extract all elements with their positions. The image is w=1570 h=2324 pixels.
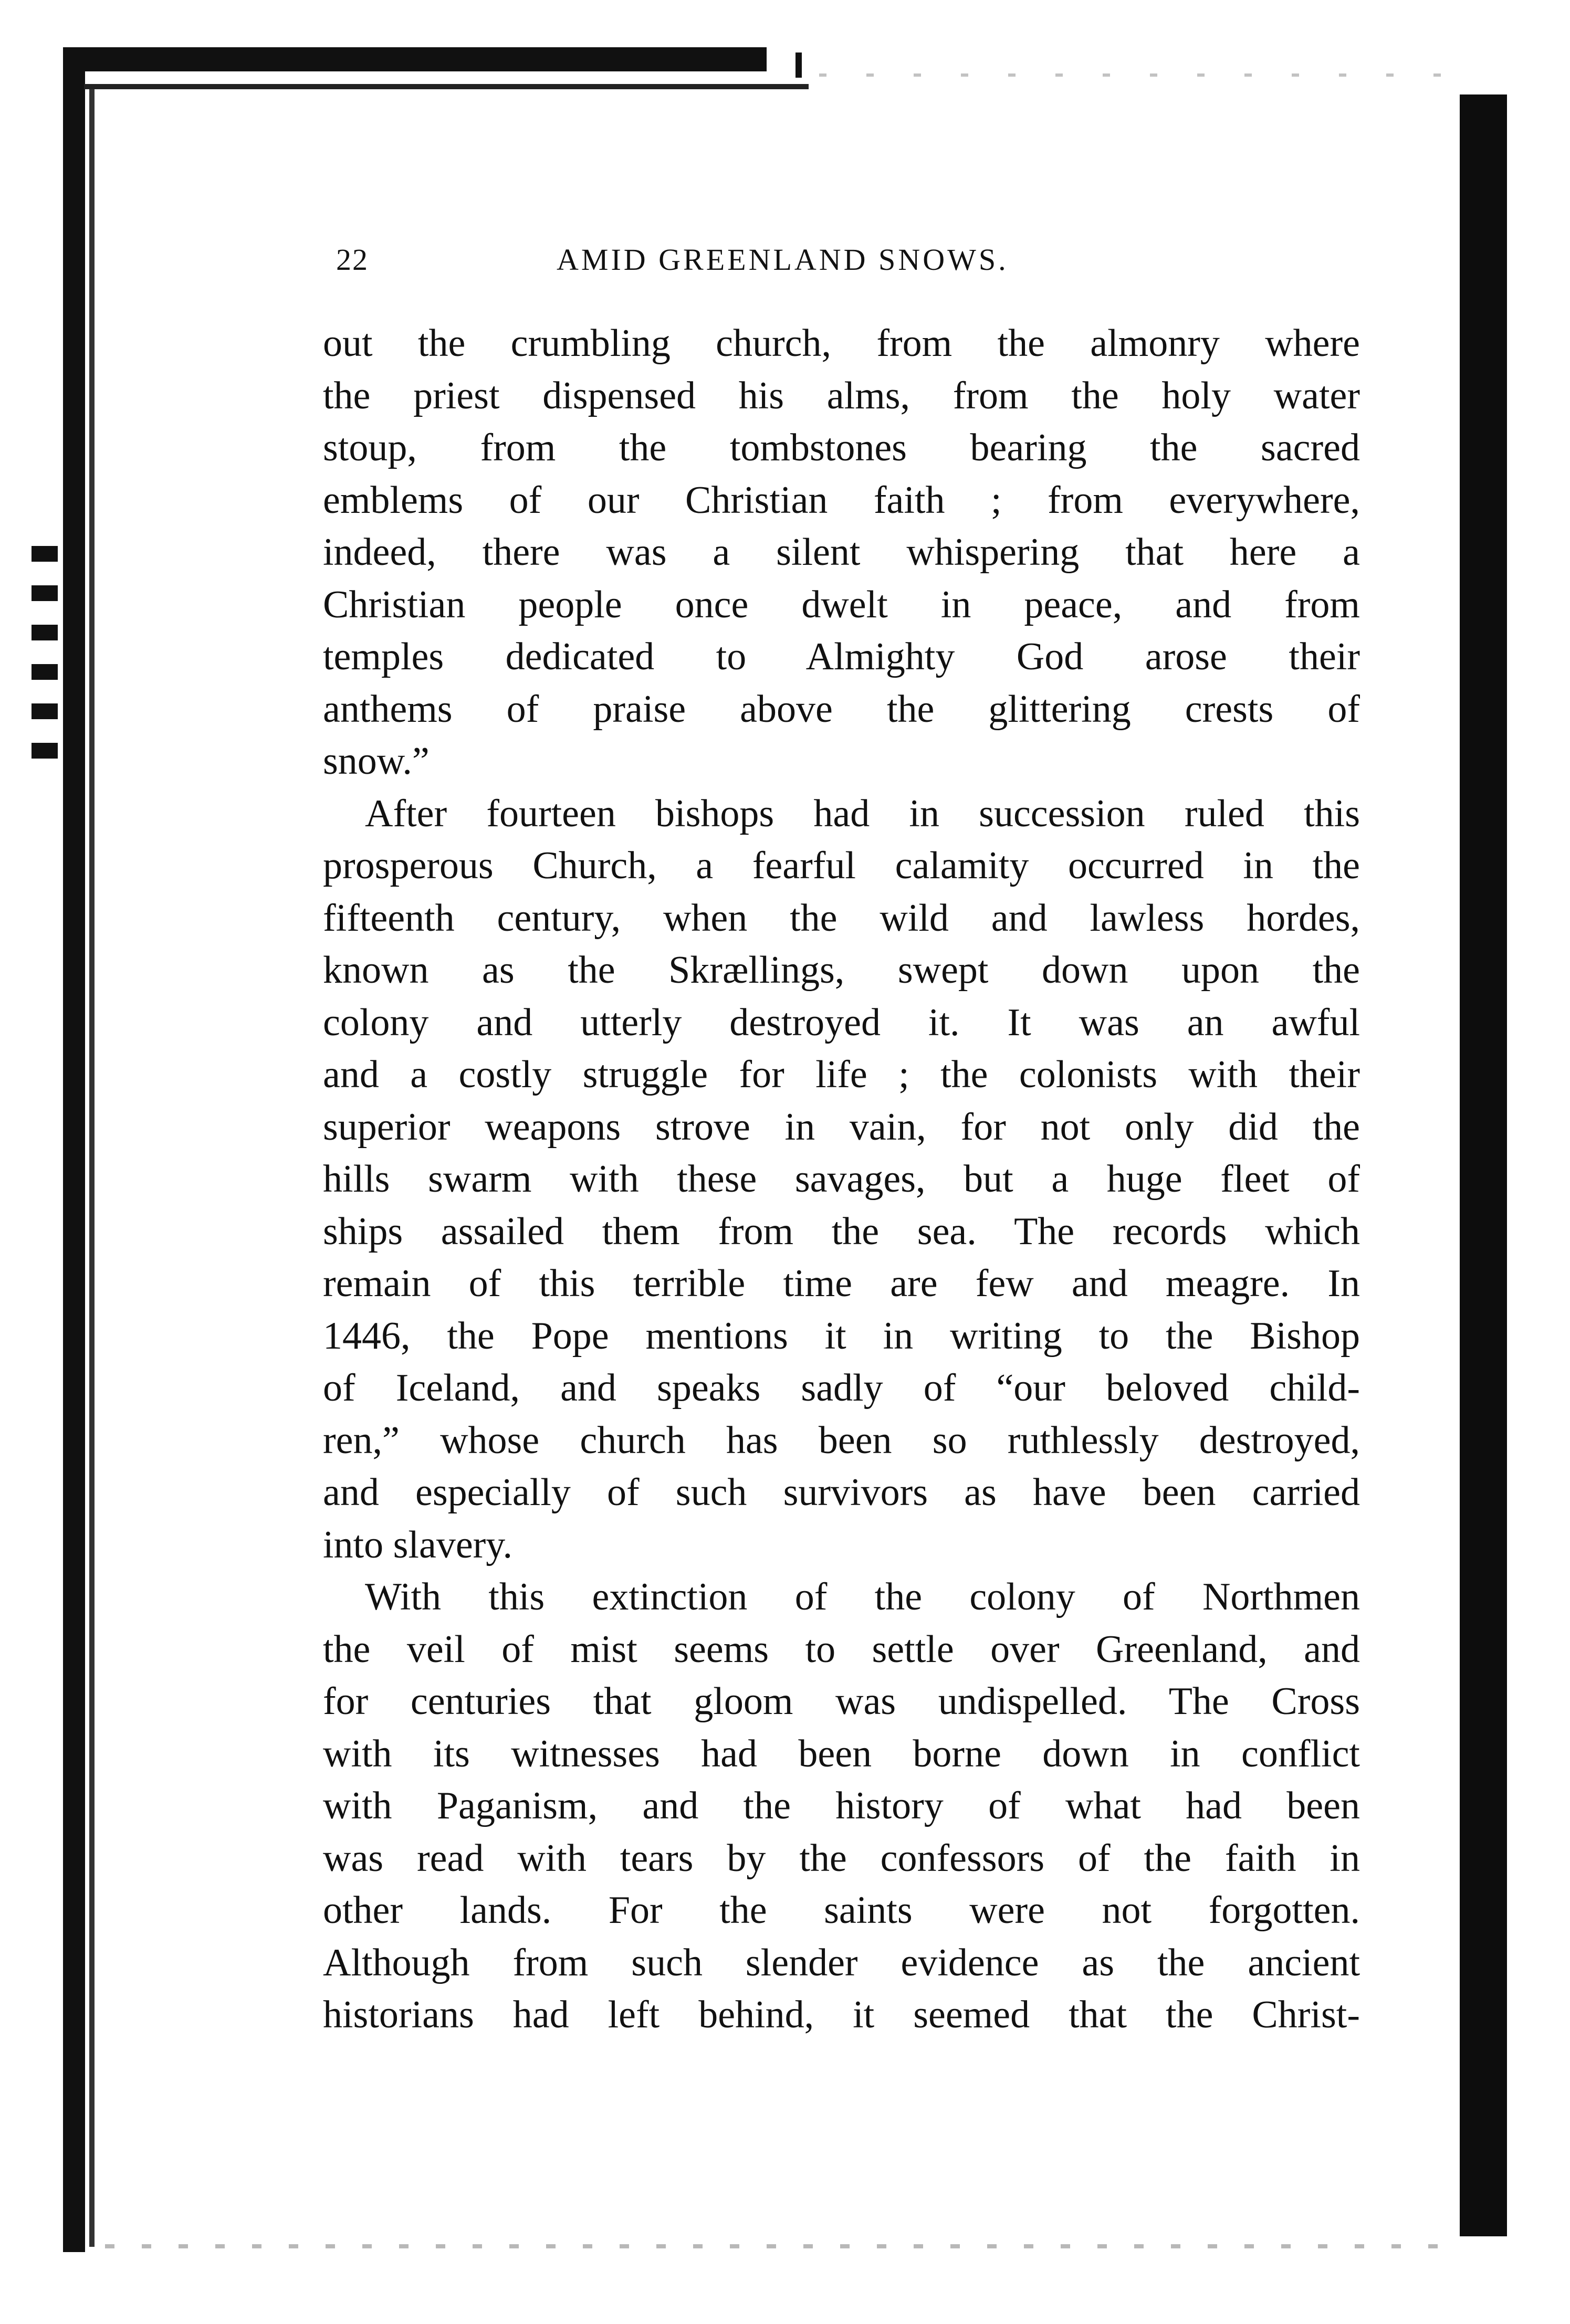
text-line: snow.” <box>323 740 430 783</box>
text-line: 1446, the Pope mentions it in writing to the Bishop <box>323 1314 1360 1358</box>
scan-border-left <box>63 58 85 2252</box>
text-line: other lands. For the saints were not forgotten. <box>323 1889 1360 1932</box>
text-line: with its witnesses had been borne down in conflict <box>323 1732 1360 1775</box>
text-line: stoup, from the tombstones bearing the sacred <box>323 426 1360 469</box>
text-line: was read with tears by the confessors of the faith in <box>323 1836 1360 1880</box>
body-text <box>323 318 1360 2042</box>
text-line: out the crumbling church, from the almonry where <box>323 322 1360 365</box>
text-line: prosperous Church, a fearful calamity occurred in the <box>323 844 1360 887</box>
text-line: ren,” whose church has been so ruthlessly destroyed, <box>323 1418 1360 1462</box>
scan-border-right <box>1460 94 1507 2236</box>
text-line: the veil of mist seems to settle over Greenland, and <box>323 1627 1360 1671</box>
text-line: remain of this terrible time are few and meagre. In <box>323 1262 1360 1305</box>
text-line: for centuries that gloom was undispelled. The Cross <box>323 1680 1360 1723</box>
text-line: superior weapons strove in vain, for not only did the <box>323 1105 1360 1149</box>
text-line: of Iceland, and speaks sadly of “our beloved child- <box>323 1366 1360 1410</box>
text-line: temples dedicated to Almighty God arose their <box>323 635 1360 678</box>
text-line: anthems of praise above the glittering crests of <box>323 687 1360 731</box>
page-number: 22 <box>336 243 369 277</box>
scan-border-top <box>63 47 767 71</box>
paragraph-first-line: With this extinction of the colony of Northmen <box>365 1575 1360 1618</box>
paragraph-first-line: After fourteen bishops had in succession ruled this <box>365 792 1360 835</box>
text-line: historians had left behind, it seemed that the Christ- <box>323 1993 1360 2036</box>
scan-edge-marks <box>32 546 58 766</box>
running-title: AMID GREENLAND SNOWS. <box>557 243 1009 277</box>
text-line: known as the Skrællings, swept down upon the <box>323 949 1360 992</box>
scan-border-top-inner <box>84 84 809 89</box>
text-line: emblems of our Christian faith ; from everywhere, <box>323 478 1360 522</box>
scan-noise-top <box>819 73 1449 77</box>
scan-noise-bottom <box>105 2244 1449 2248</box>
text-line: colony and utterly destroyed it. It was an awful <box>323 1001 1360 1044</box>
text-line: hills swarm with these savages, but a huge fleet of <box>323 1158 1360 1201</box>
text-line: indeed, there was a silent whispering that here a <box>323 531 1360 574</box>
scan-top-mark <box>796 52 802 78</box>
text-line: and especially of such survivors as have been carried <box>323 1471 1360 1514</box>
text-line: into slavery. <box>323 1523 513 1566</box>
running-header <box>336 236 1155 283</box>
scan-border-left-inner <box>89 84 95 2247</box>
text-line: the priest dispensed his alms, from the holy water <box>323 374 1360 417</box>
text-line: fifteenth century, when the wild and lawless hordes, <box>323 896 1360 940</box>
text-line: with Paganism, and the history of what had been <box>323 1784 1360 1827</box>
text-line: ships assailed them from the sea. The records which <box>323 1210 1360 1253</box>
text-line: Christian people once dwelt in peace, and from <box>323 583 1360 626</box>
text-line: and a costly struggle for life ; the colonists with their <box>323 1053 1360 1096</box>
text-line: Although from such slender evidence as the ancient <box>323 1941 1360 1984</box>
